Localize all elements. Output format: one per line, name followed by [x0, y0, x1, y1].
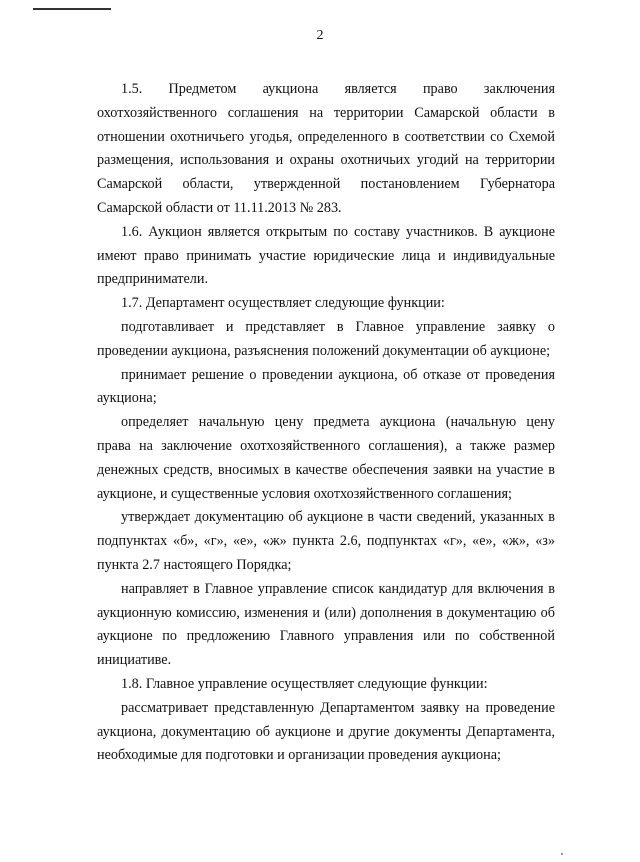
text-line: предприниматели. [97, 271, 209, 288]
text-line: направляет в Главное управление список кандидатур для включения в [121, 580, 555, 597]
text-line: права на заключение охотхозяйственного соглашения), а также размер [97, 437, 555, 454]
text-line: рассматривает представленную Департаментом заявку на проведение [121, 699, 555, 716]
text-line: утверждает документацию об аукционе в части сведений, указанных в [121, 509, 555, 526]
text-line: необходимые для подготовки и организации проведения аукциона; [97, 747, 501, 764]
paragraph-1-6 [97, 221, 555, 292]
paragraph-function-5 [97, 578, 555, 673]
text-line: принимает решение о проведении аукциона, об отказе от проведения [121, 366, 555, 383]
paragraph-function-2 [97, 364, 555, 412]
text-line: аукциона; [97, 390, 157, 407]
paragraph-function-1 [97, 316, 555, 364]
scan-artifact-dot [561, 853, 563, 855]
text-line: аукционе, и существенные условия охотхозяйственного соглашения; [97, 485, 512, 502]
text-line: денежных средств, вносимых в качестве обеспечения заявки на участие в [97, 461, 555, 478]
paragraph-function-4 [97, 506, 555, 577]
text-line: проведении аукциона, разъяснения положений документации об аукционе; [97, 342, 551, 359]
text-line: пункта 2.7 настоящего Порядка; [97, 556, 292, 573]
text-line: отношении охотничьего угодья, определенного в соответствии со Схемой [97, 128, 555, 145]
text-line: аукциона, документацию об аукционе и другие документы Департамента, [97, 723, 555, 740]
text-line: 1.7. Департамент осуществляет следующие функции: [121, 295, 445, 312]
text-line: охотхозяйственного соглашения на территории Самарской области в [97, 104, 555, 121]
paragraph-function-6 [97, 697, 555, 768]
text-line: подпунктах «б», «г», «е», «ж» пункта 2.6, подпунктах «г», «е», «ж», «з» [97, 533, 555, 550]
text-line: имеют право принимать участие юридические лица и индивидуальные [97, 247, 555, 264]
text-line: аукционе по предложению Главного управления или по собственной [97, 628, 555, 645]
paragraph-function-3 [97, 411, 555, 506]
paragraph-1-7 [97, 292, 555, 316]
paragraph-1-8 [97, 673, 555, 697]
text-line: подготавливает и представляет в Главное управление заявку о [121, 318, 555, 335]
scan-artifact-line [33, 8, 111, 10]
text-line: Самарской области от 11.11.2013 № 283. [97, 199, 342, 216]
text-line: 1.5. Предметом аукциона является право заключения [121, 81, 555, 97]
text-line: Самарской области, утвержденной постановлением Губернатора [97, 176, 555, 193]
text-line: 1.6. Аукцион является открытым по составу участников. В аукционе [121, 223, 555, 240]
document-body [97, 78, 555, 768]
page-number: 2 [316, 28, 324, 43]
text-line: 1.8. Главное управление осуществляет следующие функции: [121, 675, 488, 692]
text-line: инициативе. [97, 652, 172, 669]
paragraph-1-5 [97, 78, 555, 221]
text-line: аукционную комиссию, изменения и (или) дополнения в документацию об [97, 604, 555, 621]
text-line: размещения, использования и охраны охотничьих угодий на территории [97, 152, 555, 169]
text-line: определяет начальную цену предмета аукциона (начальную цену [121, 414, 555, 431]
